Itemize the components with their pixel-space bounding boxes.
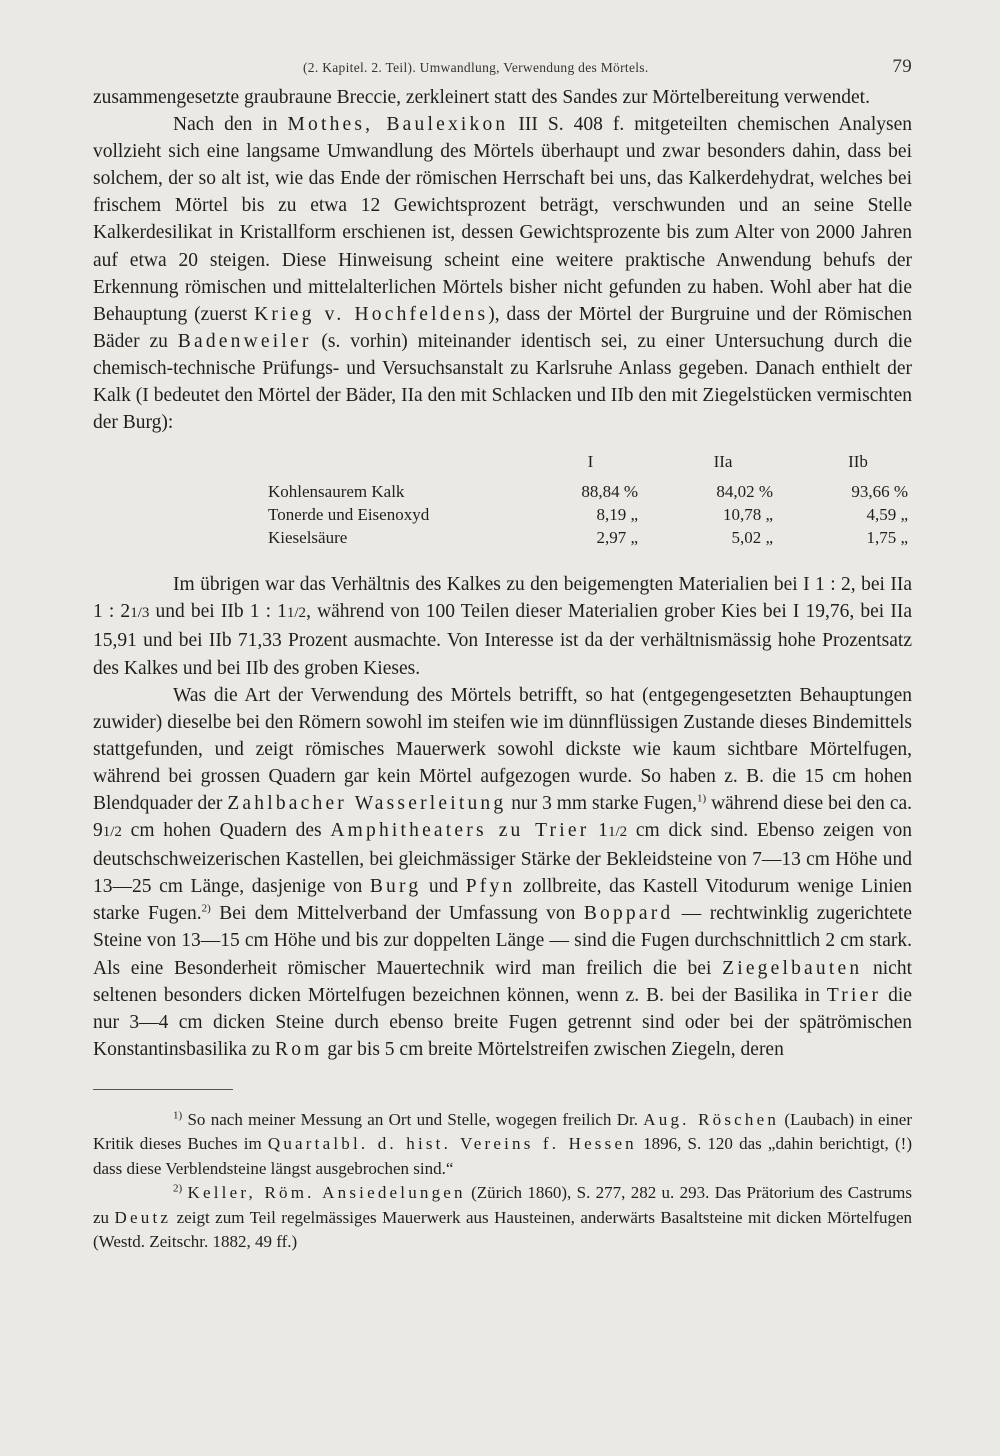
text-span: die nur 3—4 cm dicken Steine durch ebenso breite Fugen getrennt sind oder bei der spätrömischen Konstantinsbasilika zu [93,984,912,1060]
table-header-empty [268,452,493,482]
spaced-text: Amphitheaters zu Trier [330,820,590,842]
spaced-text: Quartalbl. d. hist. Vereins f. Hessen [267,1134,637,1154]
fraction: 1/2 [102,824,122,841]
spaced-text: Ziegelbauten [722,957,863,979]
paragraph-3 [93,571,912,681]
table-row-label: Tonerde und Eisenoxyd [268,505,430,525]
table-header-cell: IIb [848,452,868,472]
footnote-ref[interactable]: 1) [697,792,707,805]
text-span: cm hohen Quadern des [121,820,331,842]
footnote-divider [93,1089,233,1090]
spaced-text: Keller, Röm. Ansiedelungen [187,1183,466,1203]
text-span: So nach meiner Messung an Ort und Stelle, wogegen freilich Dr. [182,1109,644,1129]
footnote-ref[interactable]: 2) [201,902,211,915]
table-row-label: Kieselsäure [268,528,348,548]
text-span: 1 [589,820,608,842]
spaced-text: Trier [826,984,882,1006]
text-span: 1896, S. 120 das „dahin berichtigt, (!) dass diese Verblendsteine längst ausgebrochen sind.“ [93,1134,912,1178]
footnote-mark: 1) [173,1109,183,1122]
spaced-text: Aug. Röschen [643,1109,780,1129]
spaced-text: Deutz [114,1207,172,1227]
text-span: (Laubach) in einer Kritik dieses Buches im [93,1109,912,1154]
table-cell: 5,02 „ [731,528,773,548]
spaced-text: Mothes, Baulexikon [287,114,509,136]
spaced-text: Pfyn [465,876,516,898]
text-span: nur 3 mm starke Fugen, [506,792,698,814]
mortar-analysis-table [268,452,908,551]
table-cell: 4,59 „ [866,505,908,525]
text-span: Im übrigen war das Verhältnis des Kalkes zu den beigemengten Materialien bei I 1 : 2, bei IIa 1 : 2 [93,574,912,623]
text-span: Nach den in [173,114,288,136]
table-cell: 8,19 „ [596,505,638,525]
text-span: gar bis 5 cm breite Mörtelstreifen zwischen Ziegeln, deren [322,1038,784,1060]
text-span: zollbreite, das Kastell Vitodurum wenige Linien starke Fugen. [93,876,913,925]
text-span: Was die Art der Verwendung des Mörtels betrifft, so hat (entgegengesetzten Behauptungen zuwider) dieselbe bei den Römern sowohl im steifen wie im dünnflüssigen Zustande dieses Bindemittels stattgefunden, und zeigt römisches Mauerwerk sowohl dickste wie kaum sichtbare Mörtelfugen, während bei grossen Quadern gar kein Mörtel aufgezogen wurde. So haben z. B. die 15 cm hohen Blendquader der [93,684,912,814]
paragraph-2 [93,111,912,436]
table-header-cell: I [587,452,594,472]
table-row [268,482,908,505]
spaced-text: Boppard [583,903,674,925]
spaced-text: Rom [274,1038,323,1060]
table-cell: 10,78 „ [722,505,773,525]
text-span: und bei IIb 1 : 1 [149,601,287,623]
table-cell: 1,75 „ [866,528,908,548]
fraction: 1/2 [286,605,307,622]
text-span: nicht seltenen besonders dicken Mörtelfugen bezeichnen können, wenn z. B. bei der Basilika in [93,957,912,1006]
spaced-text: Krieg v. Hochfeldens [254,303,489,325]
running-title: (2. Kapitel. 2. Teil). Umwandlung, Verwendung des Mörtels. [303,60,649,75]
paragraph-4 [93,682,912,1063]
table-row [268,505,908,528]
paragraph-1: zusammengesetzte graubraune Breccie, zerkleinert statt des Sandes zur Mörtelbereitung verwendet. [93,87,870,108]
text-span: (s. vorhin) miteinander identisch sei, zu einer Untersuchung durch die chemisch-technische Prüfungs- und Versuchsanstalt zu Karlsruhe Anlass gegeben. Danach enthielt der Kalk (I bedeutet den Mörtel der Bäder, IIa den mit Schlacken und IIb den mit Ziegelstücken vermischten der Burg): [93,330,913,434]
spaced-text: Zahlbacher Wasserleitung [227,792,507,814]
spaced-text: Burg [369,876,422,898]
page-number: 79 [892,56,912,77]
footnote-1 [93,1108,912,1182]
text-span: III S. 408 f. mitgeteilten chemischen Analysen vollzieht sich eine langsame Umwandlung des Mörtels überhaupt und zwar besonders dahin, dass bei solchem, der so alt ist, wie das Ende der römischen Herrschaft bei uns, das Kalkerdehydrat, welches bei frischem Mörtel bis zu etwa 12 Gewichtsprozent beträgt, verschwunden und an seine Stelle Kalkerdesilikat in Kristallform erschienen ist, dessen Gewichtsprozente bis zum Alter von 2000 Jahren auf etwa 20 steigen. Diese Hinweisung scheint eine weitere praktische Anwendung behufs der Erkennung römischen und mittelalterlichen Mörtels bisher nicht gefunden zu haben. Wohl aber hat die Behauptung (zuerst [93,114,912,325]
text-span: und [421,876,466,898]
table-cell: 88,84 % [581,482,638,502]
text-span: , während von 100 Teilen dieser Materialien grober Kies bei I 19,76, bei IIa 15,91 und bei IIb 71,33 Prozent ausmachte. Von Interesse ist da der verhältnismässig hohe Prozentsatz des Kalkes und bei IIb des groben Kieses. [93,601,912,679]
text-span: zeigt zum Teil regelmässiges Mauerwerk aus Hausteinen, anderwärts Basaltsteine mit dicken Mörtelfugen (Westd. Zeitschr. 1882, 49 ff.) [93,1207,913,1252]
table-cell: 93,66 % [851,482,908,502]
table-cell: 2,97 „ [596,528,638,548]
fraction: 1/3 [130,605,150,622]
footnote-mark: 2) [173,1182,183,1195]
text-span: Bei dem Mittelverband der Umfassung von [210,903,584,925]
spaced-text: Badenweiler [177,330,312,352]
text-span: — rechtwinklig zugerichtete Steine von 13—15 cm Höhe und bis zur doppelten Länge — sind die Fugen durchschnittlich 2 cm stark. Als eine Besonderheit römischer Mauertechnik wird man freilich die bei [93,903,912,979]
text-span: ), dass der Mörtel der Burgruine und der Römischen Bäder zu [93,303,912,352]
page-header [93,58,912,84]
table-row-label: Kohlensaurem Kalk [268,482,405,502]
footnote-2 [93,1181,912,1255]
table-header-cell: IIa [713,452,733,472]
fraction: 1/2 [607,824,628,841]
table-row [268,528,908,551]
text-span: (Zürich 1860), S. 277, 282 u. 293. Das Prätorium des Castrums zu [93,1183,913,1227]
text-span: während diese bei den ca. 9 [93,792,912,842]
table-header-row [268,452,908,482]
text-span: cm dick sind. Ebenso zeigen von deutschschweizerischen Kastellen, bei gleichmässiger Stärke der Bekleidsteine von 7—13 cm Höhe und 13—25 cm Länge, dasjenige von [93,820,912,898]
table-cell: 84,02 % [716,482,773,502]
